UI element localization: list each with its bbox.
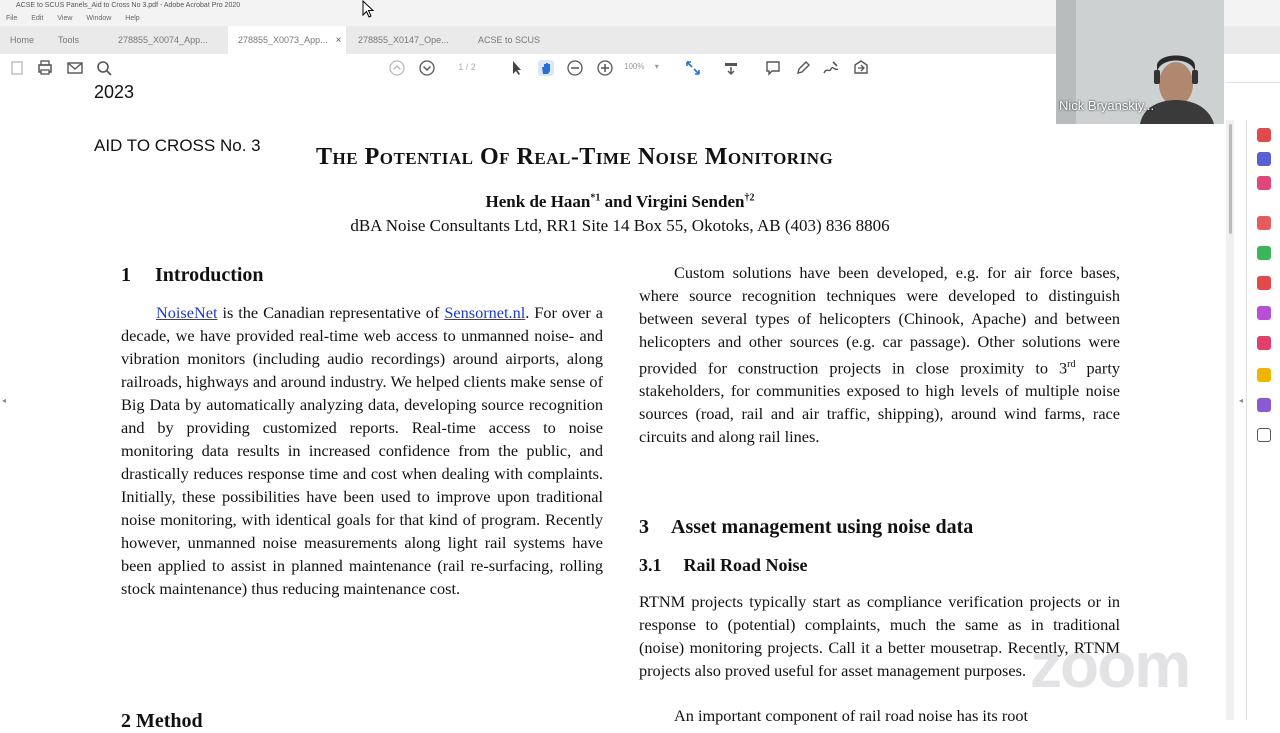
fill-sign-icon[interactable] <box>1257 336 1271 350</box>
intro-text-1: is the Canadian representative of <box>217 303 445 322</box>
page-number-field[interactable]: 1 / 2 <box>458 62 476 72</box>
menu-edit[interactable]: Edit <box>31 15 44 22</box>
tab-label: 278855_X0147_Ope... <box>358 35 449 45</box>
protect-icon[interactable] <box>1257 306 1271 320</box>
author-2: and Virgini Senden <box>600 192 745 211</box>
more-tools-icon[interactable] <box>1257 428 1271 442</box>
export-pdf-icon[interactable] <box>1257 128 1271 142</box>
next-page-icon[interactable] <box>418 59 436 77</box>
send-for-comments-icon[interactable] <box>1257 368 1271 382</box>
tab-label: ACSE to SCUS <box>478 35 541 45</box>
request-signature-icon[interactable] <box>1257 398 1271 412</box>
menu-file[interactable]: File <box>6 15 18 22</box>
tab-document-3[interactable] <box>350 26 462 54</box>
section-number: 1 <box>121 264 131 286</box>
rtnm-text: RTNM projects typically start as compliance verification projects or in response to (potential) complaints, much the same as in traditional (noise) monitoring projects. Call it a better mousetrap. Recently, RTNM projects also proved useful for asset management purposes. <box>639 592 1120 680</box>
aid-to-cross-label: AID TO CROSS No. 3 <box>94 136 261 155</box>
section-3-1-heading <box>639 555 808 576</box>
noisenet-link[interactable]: NoiseNet <box>156 303 218 322</box>
select-cursor-icon[interactable] <box>508 59 526 77</box>
collapse-left-panel-icon[interactable]: ◂ <box>2 396 7 405</box>
right-column-text <box>639 261 1120 448</box>
section-1-heading <box>121 264 264 287</box>
rail-noise-text: An important component of rail road noise has its root <box>674 706 1029 725</box>
tab-home[interactable] <box>10 26 34 54</box>
zoom-level-dropdown[interactable] <box>624 59 672 75</box>
hand-tool-icon[interactable] <box>537 59 555 77</box>
scrollbar-thumb[interactable] <box>1229 124 1232 234</box>
menu-view[interactable]: View <box>57 15 73 22</box>
section-title: Introduction <box>155 264 264 286</box>
custom-solutions-text: Custom solutions have been developed, e.g. for air force bases, where source recognition techniques were developed to distinguish between several types of helicopters (Chinook, Apache) and between helicopters and other sources (e.g. car passage). Other solutions were provided for construction projects in close proximity to 3 <box>639 263 1120 378</box>
search-icon[interactable] <box>95 59 113 77</box>
scroll-mode-icon[interactable] <box>722 59 740 77</box>
author-1: Henk de Haan <box>485 192 591 211</box>
mouse-cursor-icon <box>362 0 376 25</box>
combine-files-icon[interactable] <box>1257 246 1271 260</box>
close-icon[interactable]: × <box>335 35 342 46</box>
pdf-page <box>0 82 1226 732</box>
save-icon[interactable] <box>8 59 26 77</box>
tab-document-4[interactable] <box>470 26 582 54</box>
comment-tool-icon[interactable] <box>1257 216 1271 230</box>
collapse-right-panel-icon[interactable]: ◂ <box>1239 396 1244 405</box>
section-title: Rail Road Noise <box>683 555 808 575</box>
fit-page-icon[interactable] <box>684 59 702 77</box>
ordinal-superscript: rd <box>1067 359 1076 370</box>
tab-tools[interactable] <box>58 26 79 54</box>
tab-document-2[interactable] <box>228 26 346 54</box>
tab-document-1[interactable] <box>110 26 222 54</box>
menu-window[interactable]: Window <box>86 15 112 22</box>
zoom-out-icon[interactable] <box>566 59 584 77</box>
section-title: Asset management using noise data <box>671 516 974 538</box>
last-paragraph <box>639 704 1120 727</box>
tools-sidebar <box>1246 120 1280 720</box>
menu-help[interactable]: Help <box>125 15 140 22</box>
tab-tools-label: Tools <box>58 35 80 45</box>
section-number: 3 <box>639 516 649 538</box>
previous-page-icon[interactable] <box>388 59 406 77</box>
share-icon[interactable] <box>852 59 870 77</box>
participant-video <box>1056 0 1224 124</box>
zoom-watermark: zoom <box>1030 629 1190 701</box>
tab-label: 278855_X0073_App... <box>238 35 328 45</box>
sign-icon[interactable] <box>822 59 840 77</box>
participant-name: Nick Bryanskiy... <box>1059 98 1155 113</box>
paper-title: The Potential Of Real-Time Noise Monitoring <box>316 144 834 170</box>
comment-icon[interactable] <box>764 59 782 77</box>
section-number: 3.1 <box>639 555 662 575</box>
tab-home-label: Home <box>10 35 35 45</box>
chevron-down-icon: ▾ <box>654 62 659 71</box>
email-icon[interactable] <box>66 59 84 77</box>
pen-icon[interactable] <box>794 59 812 77</box>
document-year: 2023 <box>94 82 135 102</box>
organize-pages-icon[interactable] <box>1257 276 1271 290</box>
zoom-level-value: 100% <box>624 62 645 71</box>
paper-authors <box>0 192 1240 212</box>
affiliation: dBA Noise Consultants Ltd, RR1 Site 14 Box 55, Okotoks, AB (403) 836 8806 <box>350 216 890 235</box>
print-icon[interactable] <box>36 59 54 77</box>
zoom-in-icon[interactable] <box>596 59 614 77</box>
intro-text-2: . For over a decade, we have provided real-time web access to unmanned noise- and vibration monitors (including audio recordings) around airports, along railroads, highways and around industry. We helped clients make sense of Big Data by automatically analyzing data, developing source recognition and by providing customized reports. Real-time access to noise monitoring data results in increased confidence from the public, and drastically reduces response time and cost when dealing with complaints. Initially, these possibilities have been used to improve upon traditional noise monitoring, with identical goals for that kind of program. Recently however, unmanned noise measurements along light rail systems have been applied to assist in planned maintenance (rail re-surfacing, rolling stock maintenance) thus reducing maintenance cost. <box>121 303 603 598</box>
tab-label: 278855_X0074_App... <box>118 35 208 45</box>
introduction-text <box>121 301 603 600</box>
author-1-superscript: *1 <box>590 192 601 204</box>
edit-pdf-icon[interactable] <box>1257 176 1271 190</box>
custom-solutions-text-end: party stakeholders, for communities exposed to high levels of multiple noise sources (road, rail and air traffic, shipping), around wind farms, race circuits and along rail lines. <box>639 358 1120 447</box>
sensornet-link[interactable]: Sensornet.nl <box>444 303 526 322</box>
section-3-heading <box>639 516 973 539</box>
window-title: ACSE to SCUS Panels_Aid to Cross No 3.pdf - Adobe Acrobat Pro 2020 <box>16 2 241 9</box>
author-2-superscript: †2 <box>744 192 755 204</box>
section-2-heading: 2 Method <box>121 710 203 732</box>
create-pdf-icon[interactable] <box>1257 152 1271 166</box>
